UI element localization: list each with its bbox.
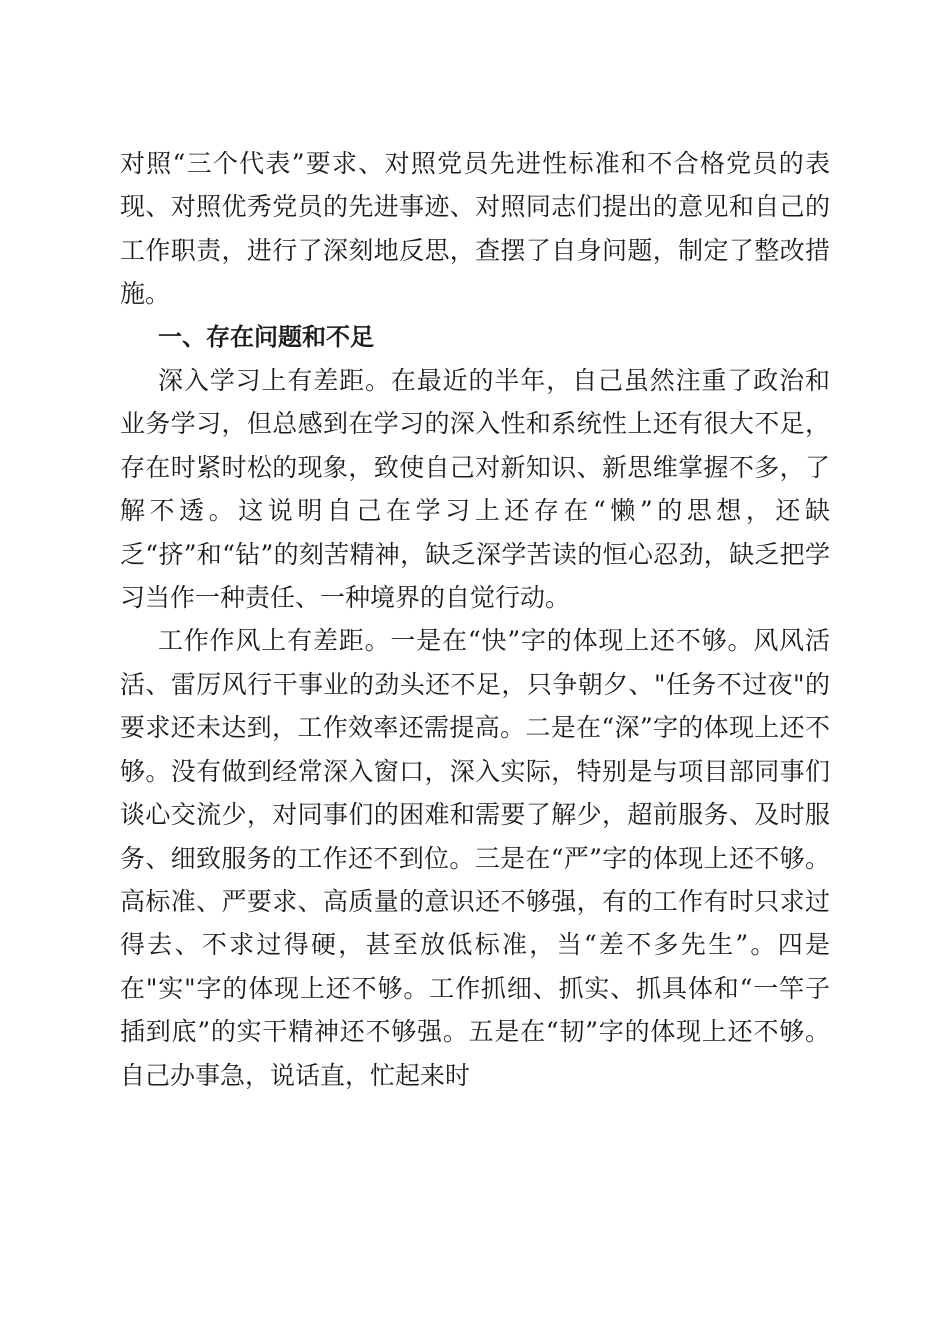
work-style-gap-paragraph: 工作作风上有差距。一是在“快”字的体现上还不够。风风活活、雷厉风行干事业的劲头还不足，只争朝夕、"任务不过夜"的要求还未达到，工作效率还需提高。二是在“深”字的体现上还不够。没有做到经常深入窗口，深入实际，特别是与项目部同事们谈心交流少，对同事们的困难和需要了解少，超前服务、及时服务、细致服务的工作还不到位。三是在“严”字的体现上还不够。高标准、严要求、高质量的意识还不够强，有的工作有时只求过得去、不求过得硬，甚至放低标准，当“差不多先生”。四是在"实"字的体现上还不够。工作抓细、抓实、抓具体和“一竿子插到底”的实干精神还不够强。五是在“韧”字的体现上还不够。自己办事急，说话直，忙起来时: [120, 626, 830, 1090]
study-gap-paragraph: 深入学习上有差距。在最近的半年，自己虽然注重了政治和业务学习，但总感到在学习的深入性和系统性上还有很大不足，存在时紧时松的现象，致使自己对新知识、新思维掌握不多，了解不透。这说明自己在学习上还存在“懒”的思想，还缺乏“挤”和“钻”的刻苦精神，缺乏深学苦读的恒心忍劲，缺乏把学习当作一种责任、一种境界的自觉行动。: [120, 366, 830, 613]
section-heading: 一、存在问题和不足: [158, 322, 374, 351]
intro-paragraph: 对照“三个代表”要求、对照党员先进性标准和不合格党员的表现、对照优秀党员的先进事迹、对照同志们提出的意见和自己的工作职责，进行了深刻地反思，查摆了自身问题，制定了整改措施。: [120, 149, 830, 309]
document-body: [120, 142, 830, 1097]
